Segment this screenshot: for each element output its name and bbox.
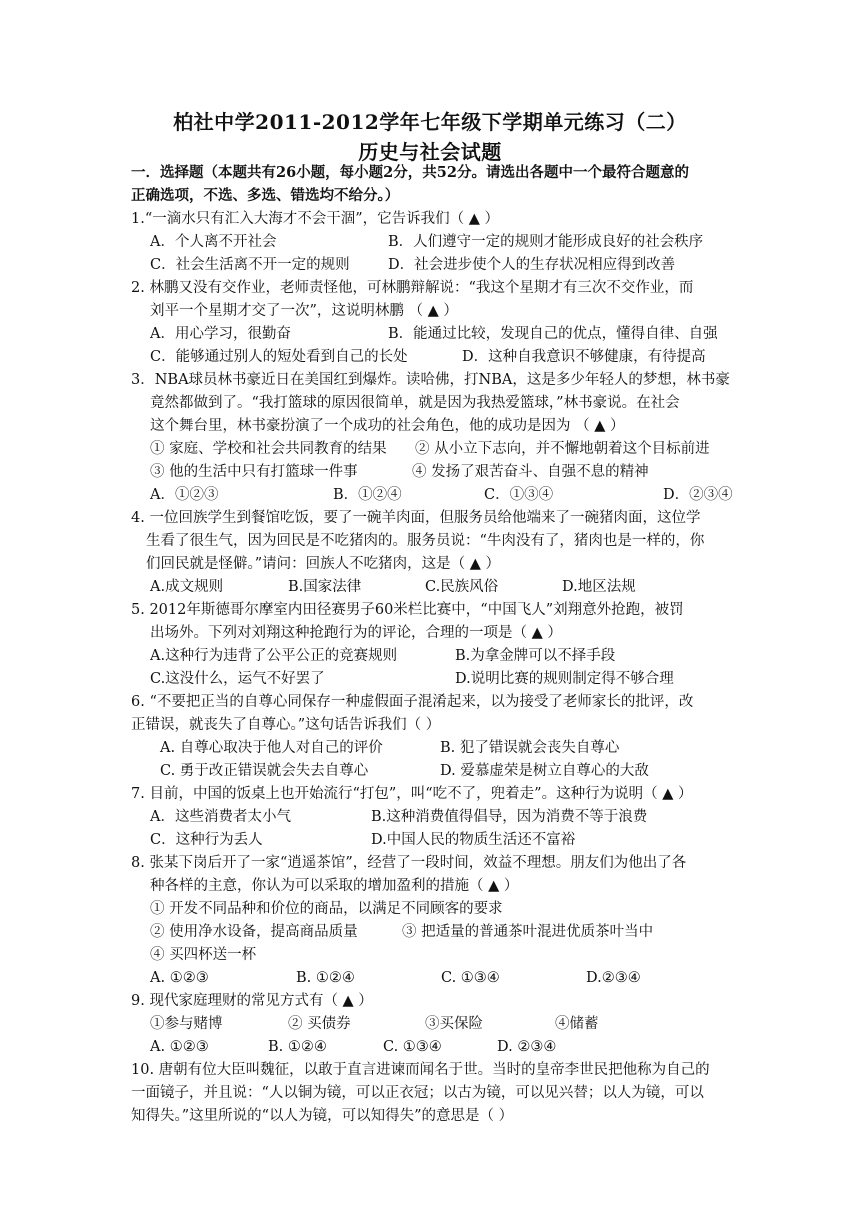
q10-stem-line3: 知得失。”这里所说的“以人为镜，可以知得失”的意思是（ ）: [131, 1108, 514, 1124]
q1-option-a: A．个人离不开社会: [150, 234, 277, 250]
q3-statement-3: ③ 他的生活中只有打篮球一件事: [150, 464, 358, 480]
section-instructions-line1: 一．选择题（本题共有26小题，每小题2分，共52分。请选出各题中一个最符合题意的: [131, 164, 689, 181]
q6-stem-line1: 6. “不要把正当的自尊心同保存一种虚假面子混淆起来，以为接受了老师家长的批评，改: [131, 694, 694, 710]
q2-stem-line2: 刘平一个星期才交了一次”，这说明林鹏 （ ▲ ）: [150, 303, 458, 319]
q3-option-c: C．①③④: [484, 487, 554, 503]
q5-stem-line2: 出场外。下列对刘翔这种抢跑行为的评论，合理的一项是（ ▲ ）: [150, 625, 562, 641]
q7-option-b: B.这种消费值得倡导，因为消费不等于浪费: [371, 809, 648, 825]
q8-statement-2: ② 使用净水设备，提高商品质量: [150, 924, 358, 940]
q6-option-a: A. 自尊心取决于他人对自己的评价: [160, 740, 383, 756]
q8-statement-4: ④ 买四杯送一杯: [150, 947, 257, 963]
q2-stem-line1: 2. 林鹏又没有交作业，老师责怪他，可林鹏辩解说：“我这个星期才有三次不交作业，而: [131, 280, 694, 296]
q4-stem-line3: 们回民就是怪僻。”请问：回族人不吃猪肉，这是（ ▲ ）: [146, 556, 501, 572]
q10-stem-line2: 一面镜子，并且说：“人以铜为镜，可以正衣冠；以古为镜，可以见兴替；以人为镜，可以: [131, 1085, 704, 1101]
q1-option-c: C．社会生活离不开一定的规则: [150, 257, 350, 273]
q6-option-c: C. 勇于改正错误就会失去自尊心: [160, 763, 369, 779]
q1-option-b: B．人们遵守一定的规则才能形成良好的社会秩序: [388, 234, 704, 250]
q7-option-a: A．这些消费者太小气: [150, 809, 291, 825]
q7-option-c: C．这种行为丢人: [150, 832, 263, 848]
q1-stem: 1.“一滴水只有汇入大海才不会干涸”，它告诉我们（ ▲ ）: [131, 211, 500, 227]
q9-option-d: D. ②③④: [497, 1039, 557, 1055]
q3-option-b: B．①②④: [333, 487, 402, 503]
q3-stem-line1: 3．NBA球员林书豪近日在美国红到爆炸。读哈佛，打NBA，这是多少年轻人的梦想，林书豪: [131, 372, 730, 388]
q8-stem-line2: 种各样的主意，你认为可以采取的增加盈利的措施（ ▲ ）: [150, 878, 519, 894]
exam-title: 柏社中学2011-2012学年七年级下学期单元练习（二）: [173, 110, 687, 134]
q5-option-d: D.说明比赛的规则制定得不够合理: [455, 671, 674, 687]
q8-option-b: B. ①②④: [296, 970, 355, 986]
q9-statement-4: ④储蓄: [555, 1016, 599, 1032]
q8-option-c: C. ①③④: [441, 970, 500, 986]
q7-stem: 7. 目前，中国的饭桌上也开始流行“打包”，叫“吃不了，兜着走”。这种行为说明（ ▲ ）: [131, 786, 693, 802]
q3-statement-1: ① 家庭、学校和社会共同教育的结果: [150, 441, 387, 457]
q3-statement-2: ② 从小立下志向，并不懈地朝着这个目标前进: [415, 441, 710, 457]
exam-subtitle: 历史与社会试题: [358, 140, 502, 164]
q9-option-a: A. ①②③: [150, 1039, 209, 1055]
q6-option-d: D. 爱慕虚荣是树立自尊心的大敌: [440, 763, 649, 779]
q6-option-b: B. 犯了错误就会丧失自尊心: [440, 740, 620, 756]
q8-stem-line1: 8. 张某下岗后开了一家“逍遥茶馆”，经营了一段时间，效益不理想。朋友们为他出了各: [131, 855, 687, 871]
q2-option-d: D．这种自我意识不够健康，有待提高: [462, 349, 706, 365]
q9-statement-2: ② 买债券: [288, 1016, 351, 1032]
q5-option-a: A.这种行为违背了公平公正的竞赛规则: [150, 648, 398, 664]
q10-stem-line1: 10. 唐朝有位大臣叫魏征，以敢于直言进谏而闻名于世。当时的皇帝李世民把他称为自己的: [131, 1062, 710, 1078]
q1-option-d: D．社会进步使个人的生存状况相应得到改善: [388, 257, 676, 273]
q3-option-d: D．②③④: [663, 487, 733, 503]
q2-option-c: C．能够通过别人的短处看到自己的长处: [150, 349, 408, 365]
q8-option-d: D.②③④: [586, 970, 641, 986]
q8-statement-3: ③ 把适量的普通茶叶混进优质茶叶当中: [402, 924, 654, 940]
q5-option-b: B.为拿金牌可以不择手段: [455, 648, 616, 664]
q7-option-d: D.中国人民的物质生活还不富裕: [371, 832, 576, 848]
q6-stem-line2: 正错误，就丧失了自尊心。”这句话告诉我们（ ）: [131, 717, 441, 733]
section-instructions-line2: 正确选项，不选、多选、错选均不给分。）: [131, 187, 400, 204]
q3-statement-4: ④ 发扬了艰苦奋斗、自强不息的精神: [412, 464, 649, 480]
q4-option-b: B.国家法律: [288, 579, 362, 595]
q2-option-a: A．用心学习，很勤奋: [150, 326, 291, 342]
q9-statement-3: ③买保险: [425, 1016, 483, 1032]
q3-stem-line3: 这个舞台里，林书豪扮演了一个成功的社会角色，他的成功是因为 （ ▲ ）: [150, 418, 625, 434]
q4-stem-line1: 4. 一位回族学生到餐馆吃饭，要了一碗羊肉面，但服务员给他端来了一碗猪肉面，这位学: [131, 510, 701, 526]
q3-stem-line2: 竟然都做到了。“我打篮球的原因很简单，就是因为我热爱篮球，”林书豪说。在社会: [150, 395, 680, 411]
q3-option-a: A．①②③: [150, 487, 219, 503]
q9-stem: 9. 现代家庭理财的常见方式有（ ▲ ）: [131, 993, 373, 1009]
q9-option-b: B. ①②④: [268, 1039, 327, 1055]
q5-stem-line1: 5. 2012年斯德哥尔摩室内田径赛男子60米栏比赛中，“中国飞人”刘翔意外抢跑，被罚: [131, 602, 684, 618]
q4-option-c: C.民族风俗: [425, 579, 499, 595]
q4-option-d: D.地区法规: [562, 579, 636, 595]
q4-option-a: A.成文规则: [150, 579, 224, 595]
q8-option-a: A. ①②③: [150, 970, 209, 986]
q8-statement-1: ① 开发不同品种和价位的商品，以满足不同顾客的要求: [150, 901, 503, 917]
q9-option-c: C. ①③④: [383, 1039, 442, 1055]
q4-stem-line2: 生看了很生气，因为回民是不吃猪肉的。服务员说：“牛肉没有了，猪肉也是一样的，你: [146, 533, 705, 549]
q5-option-c: C.这没什么，运气不好罢了: [150, 671, 325, 687]
q2-option-b: B．能通过比较，发现自己的优点，懂得自律、自强: [388, 326, 718, 342]
q9-statement-1: ①参与赌博: [150, 1016, 223, 1032]
